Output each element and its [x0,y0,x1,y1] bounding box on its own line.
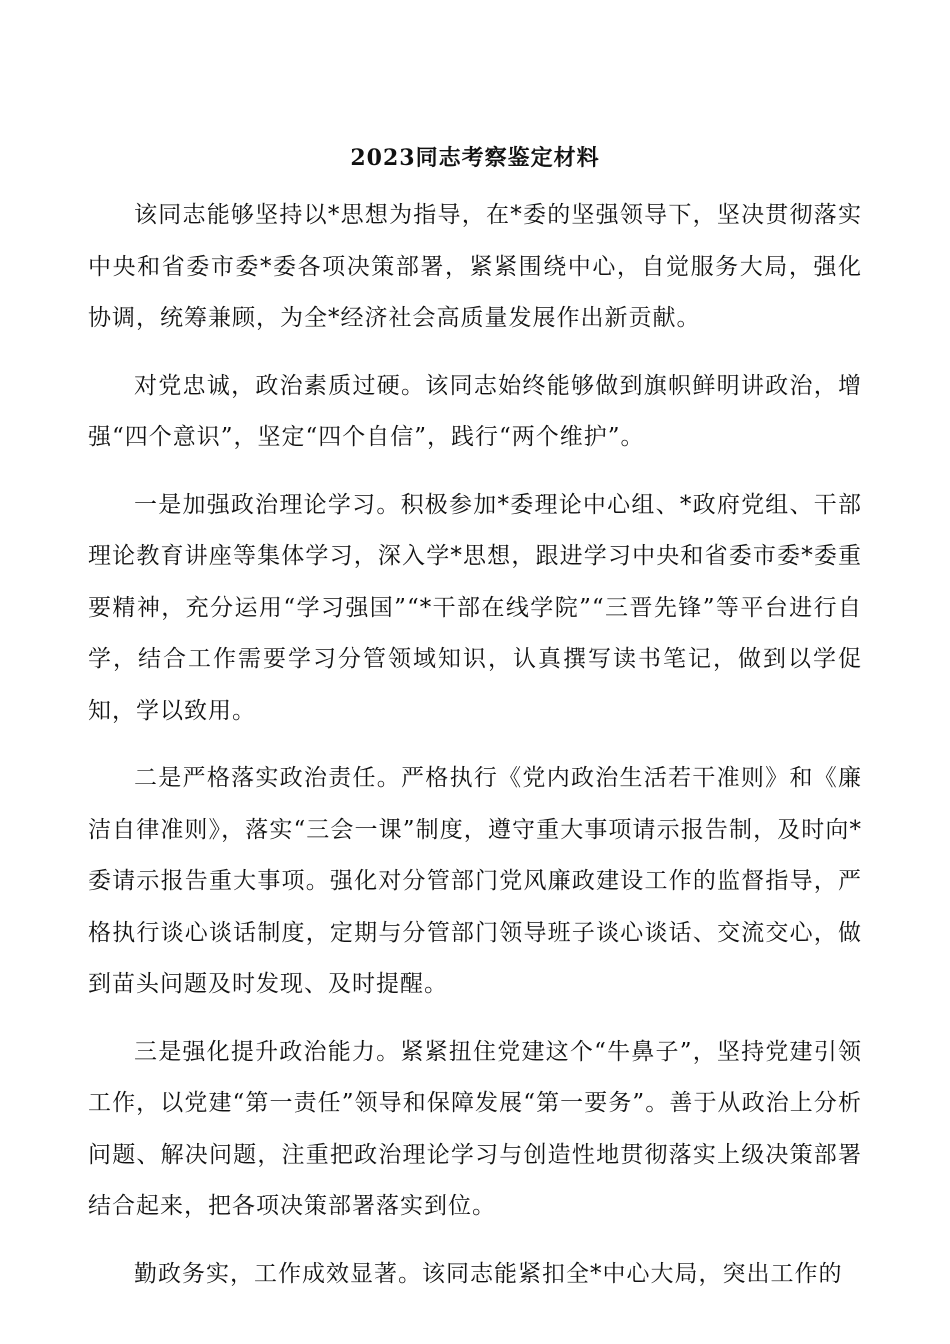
paragraph-loyalty: 对党忠诚，政治素质过硬。该同志始终能够做到旗帜鲜明讲政治，增强“四个意识”，坚定“四个自信”，践行“两个维护”。 [88,372,862,450]
document-title: 2023同志考察鉴定材料 [350,145,600,171]
paragraph-political-ability: 三是强化提升政治能力。紧紧扭住党建这个“牛鼻子”，坚持党建引领工作，以党建“第一责任”领导和保障发展“第一要务”。善于从政治上分析问题、解决问题，注重把政治理论学习与创造性地贯彻落实上级决策部署结合起来，把各项决策部署落实到位。 [88,1038,862,1219]
paragraph-theory-study: 一是加强政治理论学习。积极参加*委理论中心组、*政府党组、干部理论教育讲座等集体学习，深入学*思想，跟进学习中央和省委市委*委重要精神，充分运用“学习强国”“*干部在线学院”“三晋先锋”等平台进行自学，结合工作需要学习分管领域知识，认真撰写读书笔记，做到以学促知，学以致用。 [88,491,862,724]
paragraph-work-results: 勤政务实，工作成效显著。该同志能紧扣全*中心大局，突出工作的 [134,1260,843,1287]
paragraph-political-responsibility: 二是严格落实政治责任。严格执行《党内政治生活若干准则》和《廉洁自律准则》，落实“三会一课”制度，遵守重大事项请示报告制，及时向*委请示报告重大事项。强化对分管部门党风廉政建设工作的监督指导，严格执行谈心谈话制度，定期与分管部门领导班子谈心谈话、交流交心，做到苗头问题及时发现、及时提醒。 [88,765,862,997]
paragraph-intro: 该同志能够坚持以*思想为指导，在*委的坚强领导下，坚决贯彻落实中央和省委市委*委各项决策部署，紧紧围绕中心，自觉服务大局，强化协调，统筹兼顾，为全*经济社会高质量发展作出新贡献。 [88,202,862,331]
document-body [88,190,862,1316]
